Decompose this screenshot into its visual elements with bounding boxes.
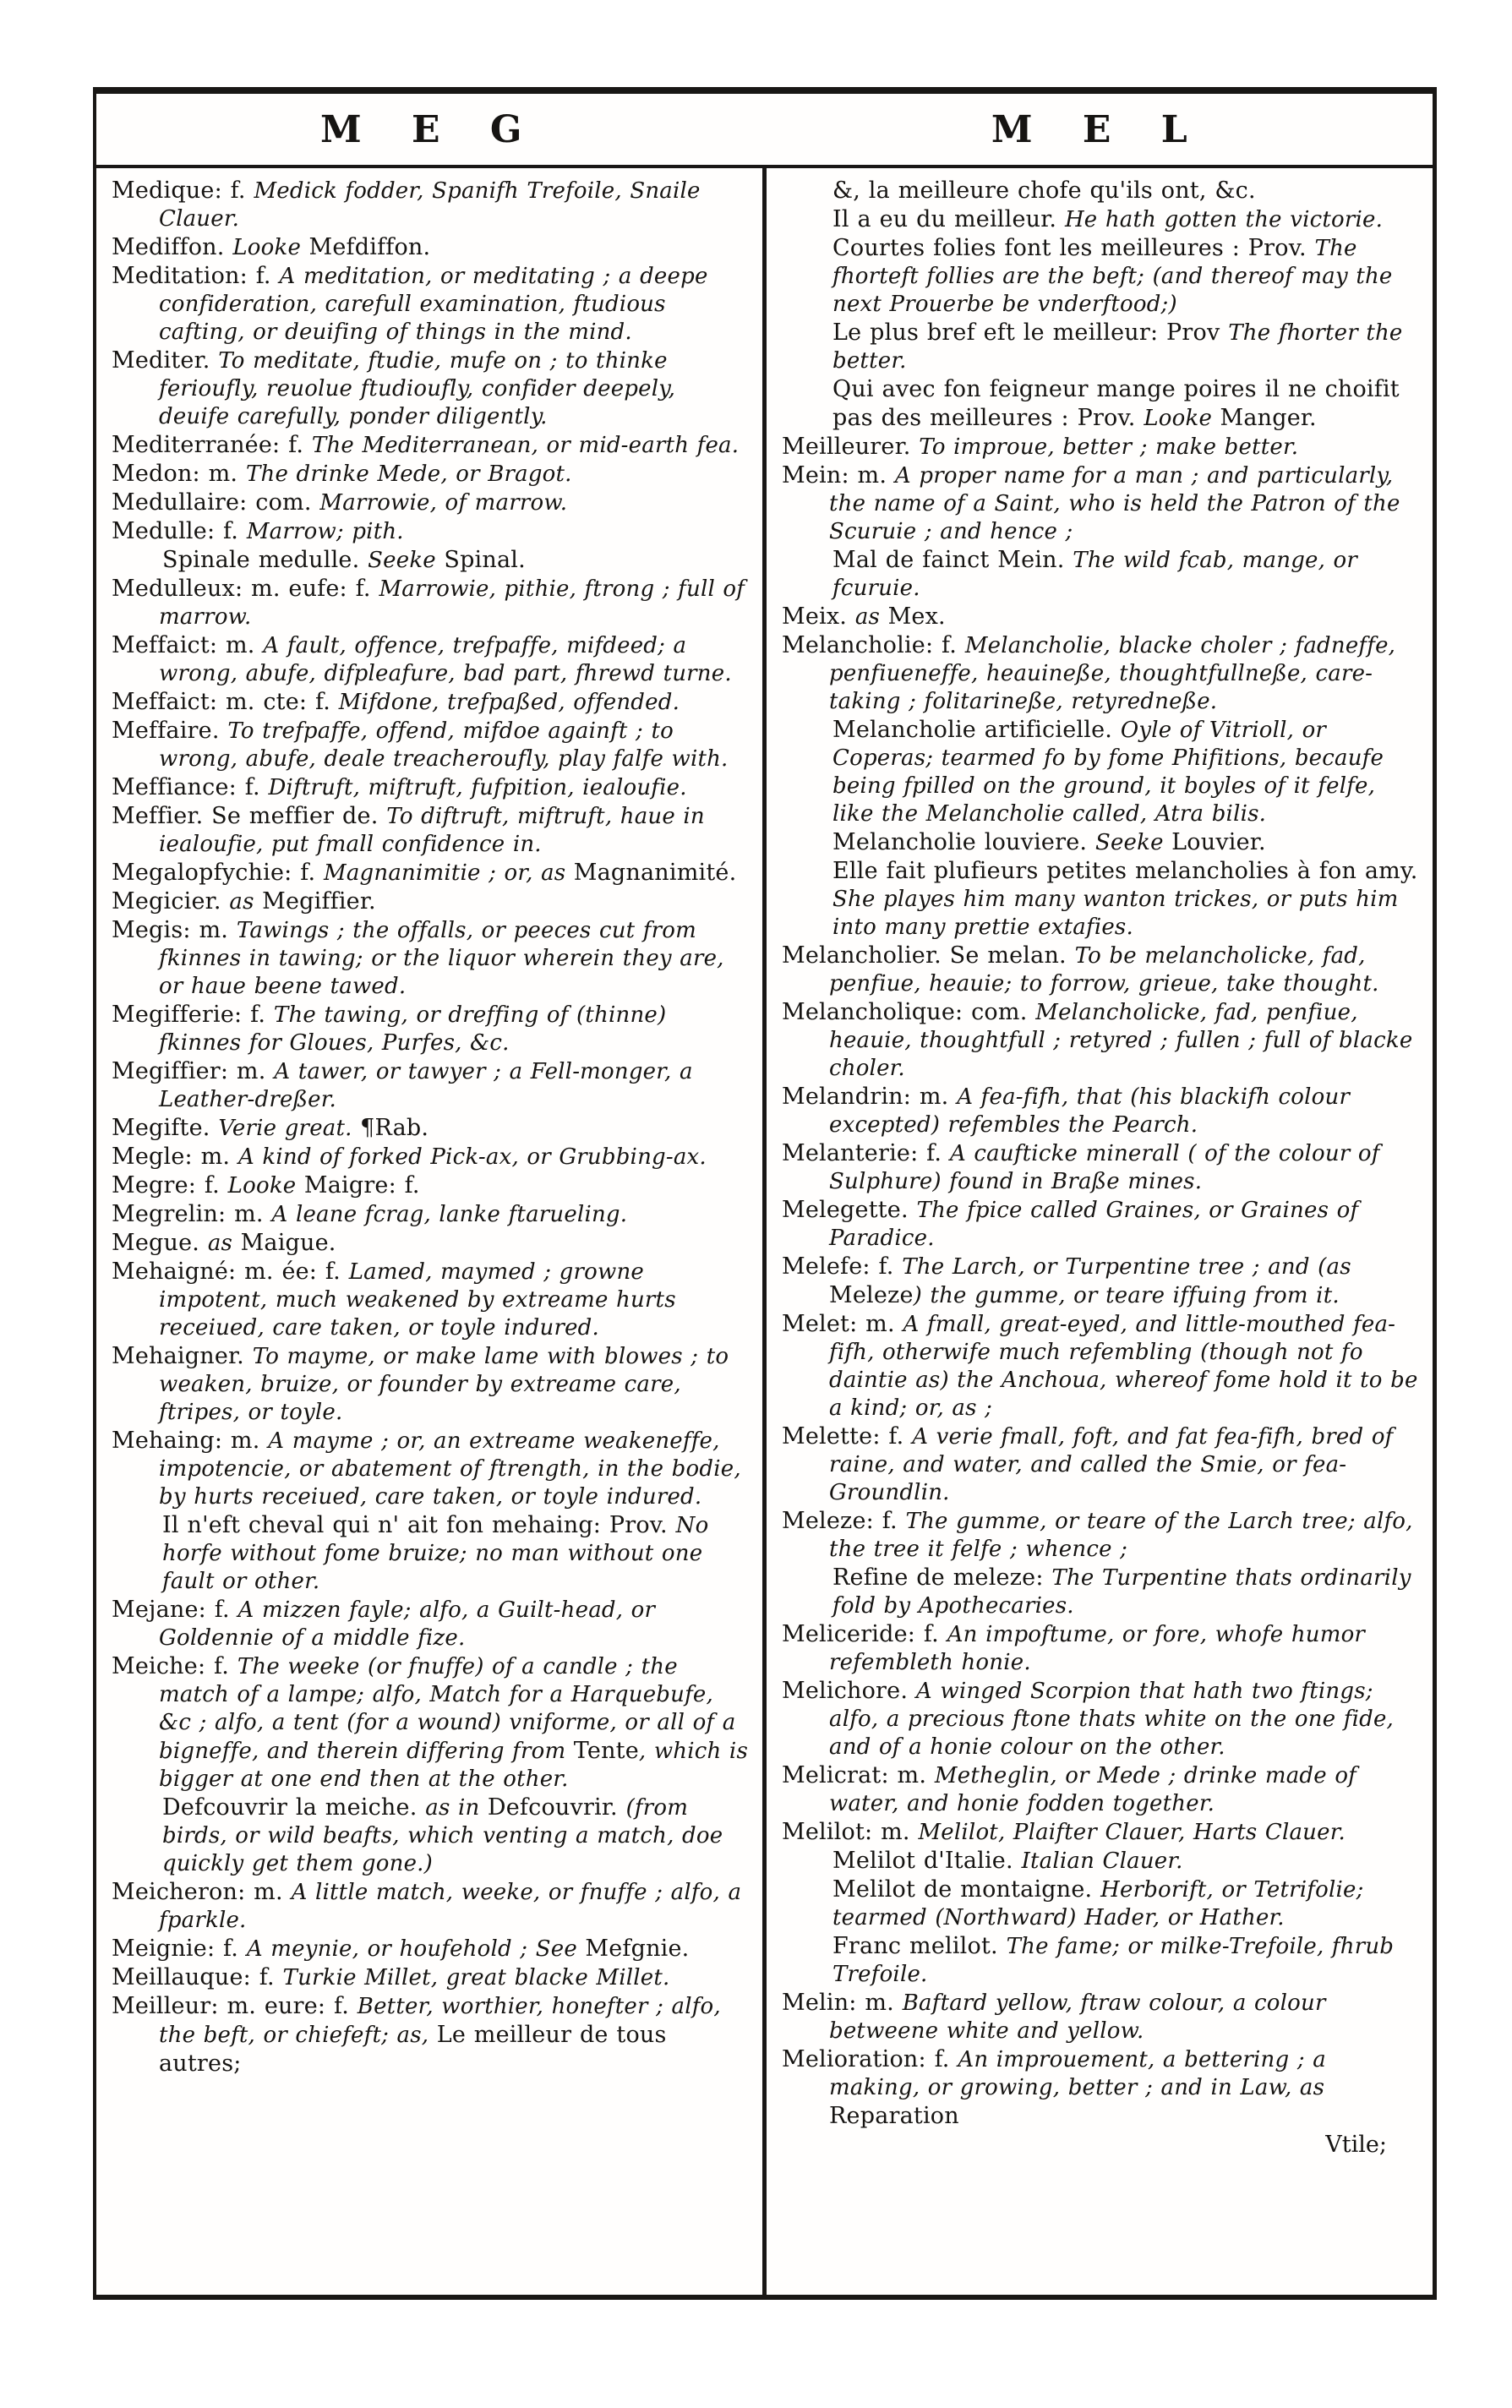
entry-gloss-text: as bbox=[229, 889, 263, 915]
entry-roman-text: Megifte. bbox=[112, 1115, 219, 1141]
dictionary-entry bbox=[782, 1422, 1419, 1507]
dictionary-entry bbox=[112, 546, 749, 575]
entry-roman-text: Meffaict: m. bbox=[112, 632, 264, 658]
entry-roman-text: &, la meilleure chofe qu'ils ont, &c. bbox=[832, 177, 1256, 204]
dictionary-entry bbox=[112, 688, 749, 717]
dictionary-entry bbox=[112, 887, 749, 916]
dictionary-entry bbox=[112, 460, 749, 489]
entry-roman-text: Meditation: f. bbox=[112, 263, 280, 289]
entry-roman-text: Mediterranée: f. bbox=[112, 432, 312, 458]
entry-roman-text: Melin: m. bbox=[782, 1990, 903, 2016]
entry-roman-text: Defcouvrir la meiche. bbox=[162, 1794, 426, 1821]
entry-roman-text: Megiffier: m. bbox=[112, 1058, 275, 1084]
entry-roman-text: Mefdiffon. bbox=[308, 234, 431, 260]
dictionary-entry bbox=[782, 942, 1419, 998]
entry-roman-text: Medulle: f. bbox=[112, 518, 247, 544]
entry-roman-text: Mejane: f. bbox=[112, 1597, 238, 1623]
entry-gloss-text: Diftruft, miftruft, fufpition, iealoufie. bbox=[268, 775, 687, 800]
dictionary-entry bbox=[112, 431, 749, 460]
dictionary-entry bbox=[782, 205, 1419, 234]
entry-roman-text: Manger. bbox=[1220, 405, 1317, 431]
entry-gloss-text: A verie fmall, foft, and fat fea-fifh, bred of raine, and water, and called the Smie, or fea-Groundlin. bbox=[829, 1424, 1394, 1505]
entry-roman-text: Mehaigné: m. ée: f. bbox=[112, 1259, 349, 1285]
dictionary-entry bbox=[112, 1935, 749, 1963]
entry-gloss-text: as bbox=[854, 604, 888, 630]
entry-roman-text: Meffier. Se meffier de. bbox=[112, 803, 387, 829]
entry-roman-text: Megre: f. bbox=[112, 1172, 228, 1199]
entry-gloss-text: Seeke bbox=[1094, 830, 1172, 855]
entry-roman-text: Melet: m. bbox=[782, 1311, 903, 1337]
dictionary-entry bbox=[782, 1818, 1419, 1847]
entry-roman-text: Magnanimité. bbox=[573, 860, 737, 886]
entry-roman-text: Meleze: f. bbox=[782, 1508, 906, 1534]
dictionary-entry bbox=[112, 1596, 749, 1652]
dictionary-entry bbox=[782, 1310, 1419, 1422]
entry-roman-text: Meignie: f. bbox=[112, 1936, 247, 1962]
entry-gloss-text: (from birds, or wild beafts, which venting a match, doe quickly get them gone.) bbox=[162, 1795, 723, 1876]
entry-gloss-text: To improue, better ; make better. bbox=[919, 434, 1299, 460]
entry-gloss-text: The gumme, or teare of the Larch tree; alfo, the tree it felfe ; whence ; bbox=[829, 1509, 1413, 1562]
dictionary-entry bbox=[112, 717, 749, 773]
entry-roman-text: Melilot: m. bbox=[782, 1819, 919, 1845]
entry-gloss-text: Magnanimitie ; or, as bbox=[324, 860, 574, 886]
text-columns bbox=[96, 168, 1433, 2295]
running-head-right: M E L bbox=[991, 107, 1206, 151]
entry-gloss-text: The weeke (or fnuffe) of a candle ; the match of a lampe; alfo, Match for a Harquebufe, &c ; alfo, a tent (for a wound) vniforme, or all of a bigneffe, and therein differing from bbox=[159, 1654, 736, 1764]
dictionary-entry bbox=[112, 1114, 749, 1143]
entry-gloss-text: Turkie Millet, great blacke Millet. bbox=[282, 1965, 670, 1990]
entry-gloss-text: Oyle of Vitrioll, or Coperas; tearmed fo by fome Phifitions, becaufe being fpilled on the ground, it boyles of it felfe, like the Melancholie called, Atra bilis. bbox=[832, 718, 1384, 827]
dictionary-entry bbox=[112, 859, 749, 887]
entry-gloss-text: Lamed, maymed ; growne impotent, much weakened by extreame hurts receiued, care taken, or toyle indured. bbox=[159, 1259, 676, 1341]
entry-gloss-text: A fmall, great-eyed, and little-mouthed fea-fifh, otherwife much refembling (though not fo daintie as) the Anchoua, whereof fome hold it to be a kind; or, as ; bbox=[829, 1312, 1418, 1421]
entry-roman-text: Melilot de montaigne. bbox=[832, 1876, 1101, 1903]
entry-roman-text: Megle: m. bbox=[112, 1144, 238, 1170]
entry-gloss-text: The drinke Mede, or Bragot. bbox=[246, 461, 572, 487]
dictionary-entry bbox=[782, 1989, 1419, 2045]
entry-gloss-text: The Mediterranean, or mid-earth fea. bbox=[311, 433, 740, 458]
entry-roman-text: Mal de fainct Mein. bbox=[832, 547, 1073, 573]
dictionary-entry bbox=[112, 1057, 749, 1114]
dictionary-entry bbox=[782, 319, 1419, 375]
entry-gloss-text: A meynie, or houfehold ; See bbox=[246, 1936, 586, 1962]
entry-gloss-text: Seeke bbox=[368, 548, 445, 573]
column-right bbox=[765, 168, 1433, 2295]
entry-gloss-text: The tawing, or dreffing of (thinne) fkinnes for Gloues, Purfes, &c. bbox=[159, 1002, 667, 1056]
entry-gloss-text: Marrowie, of marrow. bbox=[319, 490, 568, 516]
entry-roman-text: Meffiance: f. bbox=[112, 774, 269, 800]
dictionary-entry bbox=[112, 1342, 749, 1427]
dictionary-entry bbox=[782, 1507, 1419, 1564]
entry-roman-text: Il n'eft cheval qui n' ait fon mehaing: Prov. bbox=[162, 1512, 676, 1538]
entry-roman-text: Mehaigner. bbox=[112, 1343, 253, 1369]
dictionary-entry bbox=[112, 177, 749, 233]
entry-roman-text: Melicrat: m. bbox=[782, 1762, 935, 1788]
dictionary-entry bbox=[112, 1794, 749, 1878]
entry-roman-text: Megue. bbox=[112, 1230, 208, 1256]
dictionary-entry bbox=[112, 1229, 749, 1258]
entry-roman-text: Melancholie: f. bbox=[782, 632, 965, 658]
entry-roman-text: ¶Rab. bbox=[360, 1115, 429, 1141]
column-left bbox=[96, 168, 765, 2295]
entry-roman-text: Melancholie louviere. bbox=[832, 829, 1095, 855]
entry-roman-text: Megifferie: f. bbox=[112, 1002, 274, 1028]
entry-gloss-text: A meditation, or meditating ; a deepe confideration, carefull examination, ftudious cafting, or deuifing of things in the mind. bbox=[159, 264, 708, 345]
entry-gloss-text: Melancholicke, fad, penfiue, heauie, thoughtfull ; retyred ; fullen ; full of blacke choler. bbox=[829, 1000, 1413, 1081]
entry-roman-text: Elle fait plufieurs petites melancholies à fon amy. bbox=[832, 858, 1418, 884]
entry-roman-text: Refine de meleze: bbox=[832, 1564, 1052, 1591]
dictionary-entry bbox=[782, 1620, 1419, 1677]
entry-gloss-text: The fhorteft follies are the beft; (and thereof may the next Prouerbe be vnderftood;) bbox=[832, 236, 1393, 317]
entry-gloss-text: A mayme ; or, an extreame weakeneffe, impotencie, or abatement of ftrength, in the bodie, by hurts receiued, care taken, or toyle indured. bbox=[159, 1428, 741, 1510]
entry-roman-text: Medon: m. bbox=[112, 461, 246, 487]
page-frame bbox=[93, 87, 1437, 2300]
entry-roman-text: Melancholier. Se melan. bbox=[782, 942, 1075, 969]
entry-roman-text: Melette: f. bbox=[782, 1423, 913, 1450]
entry-gloss-text: The Larch, or Turpentine tree ; and (as bbox=[902, 1254, 1351, 1280]
entry-gloss-text: Looke bbox=[1144, 406, 1220, 431]
dictionary-entry bbox=[782, 1139, 1419, 1196]
dictionary-entry bbox=[782, 1564, 1419, 1620]
entry-gloss-text: An improuement, a bettering ; a making, or growing, better ; and in Law, as bbox=[829, 2047, 1326, 2100]
entry-gloss-text: Italian Clauer. bbox=[1021, 1848, 1183, 1874]
entry-gloss-text: A fault, offence, trefpaffe, mifdeed; a wrong, abufe, difpleafure, bad part, fhrewd turne. bbox=[159, 633, 732, 686]
entry-gloss-text: No horfe without fome bruize; no man without one fault or other. bbox=[162, 1513, 709, 1594]
dictionary-entry bbox=[112, 1511, 749, 1596]
entry-gloss-text: He hath gotten the victorie. bbox=[1064, 207, 1384, 232]
entry-roman-text: Franc melilot. bbox=[832, 1933, 1007, 1959]
entry-roman-text: Defcouvrir. bbox=[487, 1794, 626, 1821]
entry-gloss-text: Tawings ; the offalls, or peeces cut from fkinnes in tawing; or the liquor wherein they are, or haue beene tawed. bbox=[159, 918, 724, 999]
entry-roman-text: Mediffon. bbox=[112, 234, 233, 260]
entry-gloss-text: A kind of forked Pick-ax, or Grubbing-ax. bbox=[237, 1144, 707, 1170]
entry-roman-text: Melilot d'Italie. bbox=[832, 1848, 1022, 1874]
dictionary-entry bbox=[782, 234, 1419, 319]
entry-gloss-text: A little match, weeke, or fnuffe ; alfo, a fparkle. bbox=[159, 1880, 742, 1933]
entry-gloss-text: A caufticke minerall ( of the colour of Sulphure) found in Braße mines. bbox=[829, 1141, 1380, 1194]
dictionary-entry bbox=[112, 1427, 749, 1511]
entry-roman-text: Meleze bbox=[829, 1282, 914, 1308]
entry-gloss-text: as bbox=[207, 1231, 241, 1256]
entry-roman-text: Melichore. bbox=[782, 1678, 916, 1704]
entry-gloss-text: Marrowie, pithie, ftrong ; full of marrow. bbox=[159, 576, 745, 630]
dictionary-entry bbox=[112, 575, 749, 631]
dictionary-entry bbox=[112, 262, 749, 347]
entry-roman-text: Meilleur: m. eure: f. bbox=[112, 1993, 358, 2019]
dictionary-entry bbox=[112, 1878, 749, 1935]
dictionary-entry bbox=[782, 2045, 1419, 2131]
entry-gloss-text: A mizzen fayle; alfo, a Guilt-head, or Goldennie of a middle fize. bbox=[159, 1597, 656, 1651]
entry-gloss-text: ) the gumme, or teare iffuing from it. bbox=[913, 1283, 1340, 1308]
entry-roman-text: Mex. bbox=[887, 603, 946, 630]
entry-roman-text: Maigre: f. bbox=[303, 1172, 420, 1199]
dictionary-entry bbox=[112, 347, 749, 431]
dictionary-entry bbox=[782, 828, 1419, 857]
entry-roman-text: Melancholique: com. bbox=[782, 999, 1036, 1025]
entry-gloss-text: She playes him many wanton trickes, or puts him into many prettie extafies. bbox=[832, 887, 1399, 940]
entry-roman-text: Maigue. bbox=[240, 1230, 336, 1256]
entry-roman-text: Meix. bbox=[782, 603, 855, 630]
dictionary-entry bbox=[112, 1258, 749, 1342]
entry-gloss-text: Looke bbox=[232, 235, 309, 260]
entry-roman-text: Melegette. bbox=[782, 1197, 917, 1223]
entry-gloss-text: To be melancholicke, fad, penfiue, heauie; to forrow, grieue, take thought. bbox=[829, 943, 1379, 997]
entry-gloss-text: , which is bigger at one end then at the other. bbox=[159, 1739, 748, 1792]
entry-roman-text: Le meilleur de tous autres; bbox=[159, 2022, 667, 2077]
dictionary-entry bbox=[112, 916, 749, 1001]
entry-gloss-text: The fpice called Graines, or Graines of Paradice. bbox=[829, 1198, 1359, 1251]
entry-roman-text: Mehaing: m. bbox=[112, 1428, 269, 1454]
entry-roman-text: Qui avec fon feigneur mange poires il ne choifit pas des meilleures : Prov. bbox=[832, 376, 1400, 431]
dictionary-entry bbox=[782, 1677, 1419, 1761]
dictionary-entry bbox=[782, 1876, 1419, 1932]
dictionary-entry bbox=[782, 546, 1419, 603]
entry-roman-text: Spinal. bbox=[444, 547, 526, 573]
entry-roman-text: Le plus bref eft le meilleur: Prov bbox=[832, 319, 1229, 346]
entry-roman-text: Megrelin: m. bbox=[112, 1201, 272, 1227]
entry-roman-text: Megiffier. bbox=[262, 888, 376, 915]
dictionary-entry bbox=[112, 1171, 749, 1200]
entry-gloss-text: The wild fcab, mange, or fcuruie. bbox=[832, 548, 1358, 601]
dictionary-entry bbox=[782, 375, 1419, 433]
entry-roman-text: Meiche: f. bbox=[112, 1653, 237, 1679]
catchword: Vtile; bbox=[1325, 2132, 1387, 2158]
entry-gloss-text: The fame; or milke-Trefoile, fhrub Trefoile. bbox=[832, 1934, 1395, 1987]
entry-roman-text: Medique: f. bbox=[112, 177, 254, 204]
dictionary-entry bbox=[782, 1761, 1419, 1818]
entry-gloss-text: A winged Scorpion that hath two ftings; alfo, a precious ftone thats white on the one fide, and of a honie colour on the other. bbox=[829, 1679, 1395, 1760]
entry-gloss-text: Herborift, or Tetrifolie; tearmed (Northward) Hader, or Hather. bbox=[832, 1877, 1364, 1930]
entry-roman-text: Tente bbox=[573, 1738, 639, 1764]
dictionary-entry bbox=[112, 1992, 749, 2078]
dictionary-entry bbox=[112, 1200, 749, 1229]
entry-gloss-text: Mifdone, trefpaßed, offended. bbox=[338, 690, 680, 715]
entry-roman-text: Melancholie artificielle. bbox=[832, 717, 1121, 743]
entry-roman-text: Megalopfychie: f. bbox=[112, 860, 325, 886]
entry-gloss-text: To meditate, ftudie, mufe on ; to thinke ferioufly, reuolue ftudioufly, confider deepely, deuife carefully, ponder diligently. bbox=[159, 348, 676, 429]
entry-roman-text: Medulleux: m. eufe: f. bbox=[112, 576, 379, 602]
entry-roman-text: Courtes folies font les meilleures : Prov. bbox=[832, 235, 1315, 261]
entry-gloss-text: Baftard yellow, ftraw colour, a colour betweene white and yellow. bbox=[829, 1990, 1326, 2044]
entry-gloss-text: Melancholie, blacke choler ; fadneffe, penfiueneffe, heauineße, thoughtfullneße, care-taking ; folitarineße, retyredneße. bbox=[829, 633, 1396, 714]
dictionary-entry bbox=[782, 433, 1419, 461]
dictionary-entry bbox=[112, 517, 749, 546]
entry-roman-text: Meillauque: f. bbox=[112, 1964, 283, 1990]
entry-gloss-text: A tawer, or tawyer ; a Fell-monger, a Leather-dreßer. bbox=[159, 1059, 693, 1112]
dictionary-entry bbox=[782, 177, 1419, 205]
entry-gloss-text: Verie great. bbox=[218, 1116, 361, 1141]
entry-gloss-text: as in bbox=[425, 1795, 488, 1821]
dictionary-entry bbox=[112, 1001, 749, 1057]
entry-roman-text: Reparation bbox=[829, 2103, 959, 2129]
entry-roman-text: Meffaict: m. cte: f. bbox=[112, 689, 339, 715]
entry-roman-text: Meliceride: f. bbox=[782, 1621, 947, 1647]
entry-roman-text: Mediter. bbox=[112, 347, 219, 374]
dictionary-entry bbox=[782, 857, 1419, 942]
entry-roman-text: Spinale medulle. bbox=[162, 547, 368, 573]
entry-gloss-text: Metheglin, or Mede ; drinke made of water, and honie fodden together. bbox=[829, 1763, 1356, 1816]
dictionary-entry bbox=[782, 1083, 1419, 1139]
entry-gloss-text: Better, worthier, honefter ; alfo, the beft, or chiefeft; as, bbox=[159, 1994, 721, 2048]
entry-roman-text: Melandrin: m. bbox=[782, 1084, 958, 1110]
entry-roman-text: Melefe: f. bbox=[782, 1253, 903, 1280]
dictionary-entry bbox=[112, 1652, 749, 1794]
dictionary-entry bbox=[782, 1932, 1419, 1989]
entry-roman-text: Il a eu du meilleur. bbox=[832, 206, 1065, 232]
running-head-left: M E G bbox=[320, 107, 541, 151]
dictionary-entry bbox=[782, 1196, 1419, 1253]
entry-gloss-text: Melilot, Plaifter Clauer, Harts Clauer. bbox=[918, 1820, 1346, 1845]
dictionary-entry bbox=[112, 802, 749, 859]
entry-roman-text: Meicheron: m. bbox=[112, 1879, 292, 1905]
entry-roman-text: Medullaire: com. bbox=[112, 489, 320, 516]
entry-roman-text: Megis: m. bbox=[112, 917, 237, 943]
entry-gloss-text: A proper name for a man ; and particularly, the name of a Saint, who is held the Patron of the Scuruie ; and hence ; bbox=[829, 463, 1400, 544]
dictionary-entry bbox=[782, 1847, 1419, 1876]
entry-gloss-text: To mayme, or make lame with blowes ; to weaken, bruize, or founder by extreame care, ftripes, or toyle. bbox=[159, 1344, 729, 1425]
entry-roman-text: Meilleurer. bbox=[782, 434, 920, 460]
dictionary-entry bbox=[112, 631, 749, 688]
entry-gloss-text: Marrow; pith. bbox=[246, 519, 404, 544]
dictionary-entry bbox=[112, 233, 749, 262]
dictionary-entry bbox=[112, 1963, 749, 1992]
entry-gloss-text: Medick fodder, Spanifh Trefoile, Snaile Clauer. bbox=[159, 178, 701, 232]
dictionary-entry bbox=[782, 603, 1419, 631]
entry-gloss-text: An impoftume, or fore, whofe humor refembleth honie. bbox=[829, 1622, 1366, 1675]
dictionary-entry bbox=[782, 1253, 1419, 1310]
entry-roman-text: Melioration: f. bbox=[782, 2046, 958, 2072]
entry-gloss-text: A fea-fifh, that (his blackifh colour excepted) refembles the Pearch. bbox=[829, 1084, 1351, 1138]
dictionary-entry bbox=[112, 1143, 749, 1171]
dictionary-entry bbox=[782, 631, 1419, 716]
entry-gloss-text: To diftruft, miftruft, haue in iealoufie, put fmall confidence in. bbox=[159, 804, 705, 857]
dictionary-entry bbox=[112, 773, 749, 802]
running-head bbox=[96, 94, 1433, 168]
entry-roman-text: Mefgnie. bbox=[585, 1936, 690, 1962]
dictionary-entry bbox=[782, 998, 1419, 1083]
entry-roman-text: Melanterie: f. bbox=[782, 1140, 950, 1166]
entry-roman-text: Louvier. bbox=[1171, 829, 1266, 855]
entry-gloss-text: A leane fcrag, lanke ftarueling. bbox=[271, 1202, 628, 1227]
dictionary-entry bbox=[782, 461, 1419, 546]
entry-gloss-text: The fhorter the better. bbox=[832, 320, 1403, 374]
entry-gloss-text: To trefpaffe, offend, mifdoe againft ; to wrong, abufe, deale treacheroufly, play falfe with. bbox=[159, 718, 729, 772]
entry-gloss-text: Looke bbox=[227, 1173, 304, 1199]
dictionary-entry bbox=[112, 489, 749, 517]
entry-gloss-text: The Turpentine thats ordinarily fold by Apothecaries. bbox=[832, 1565, 1411, 1619]
entry-roman-text: Megicier. bbox=[112, 888, 230, 915]
dictionary-entry bbox=[782, 716, 1419, 828]
entry-roman-text: Meffaire. bbox=[112, 718, 228, 744]
entry-roman-text: Mein: m. bbox=[782, 462, 895, 489]
